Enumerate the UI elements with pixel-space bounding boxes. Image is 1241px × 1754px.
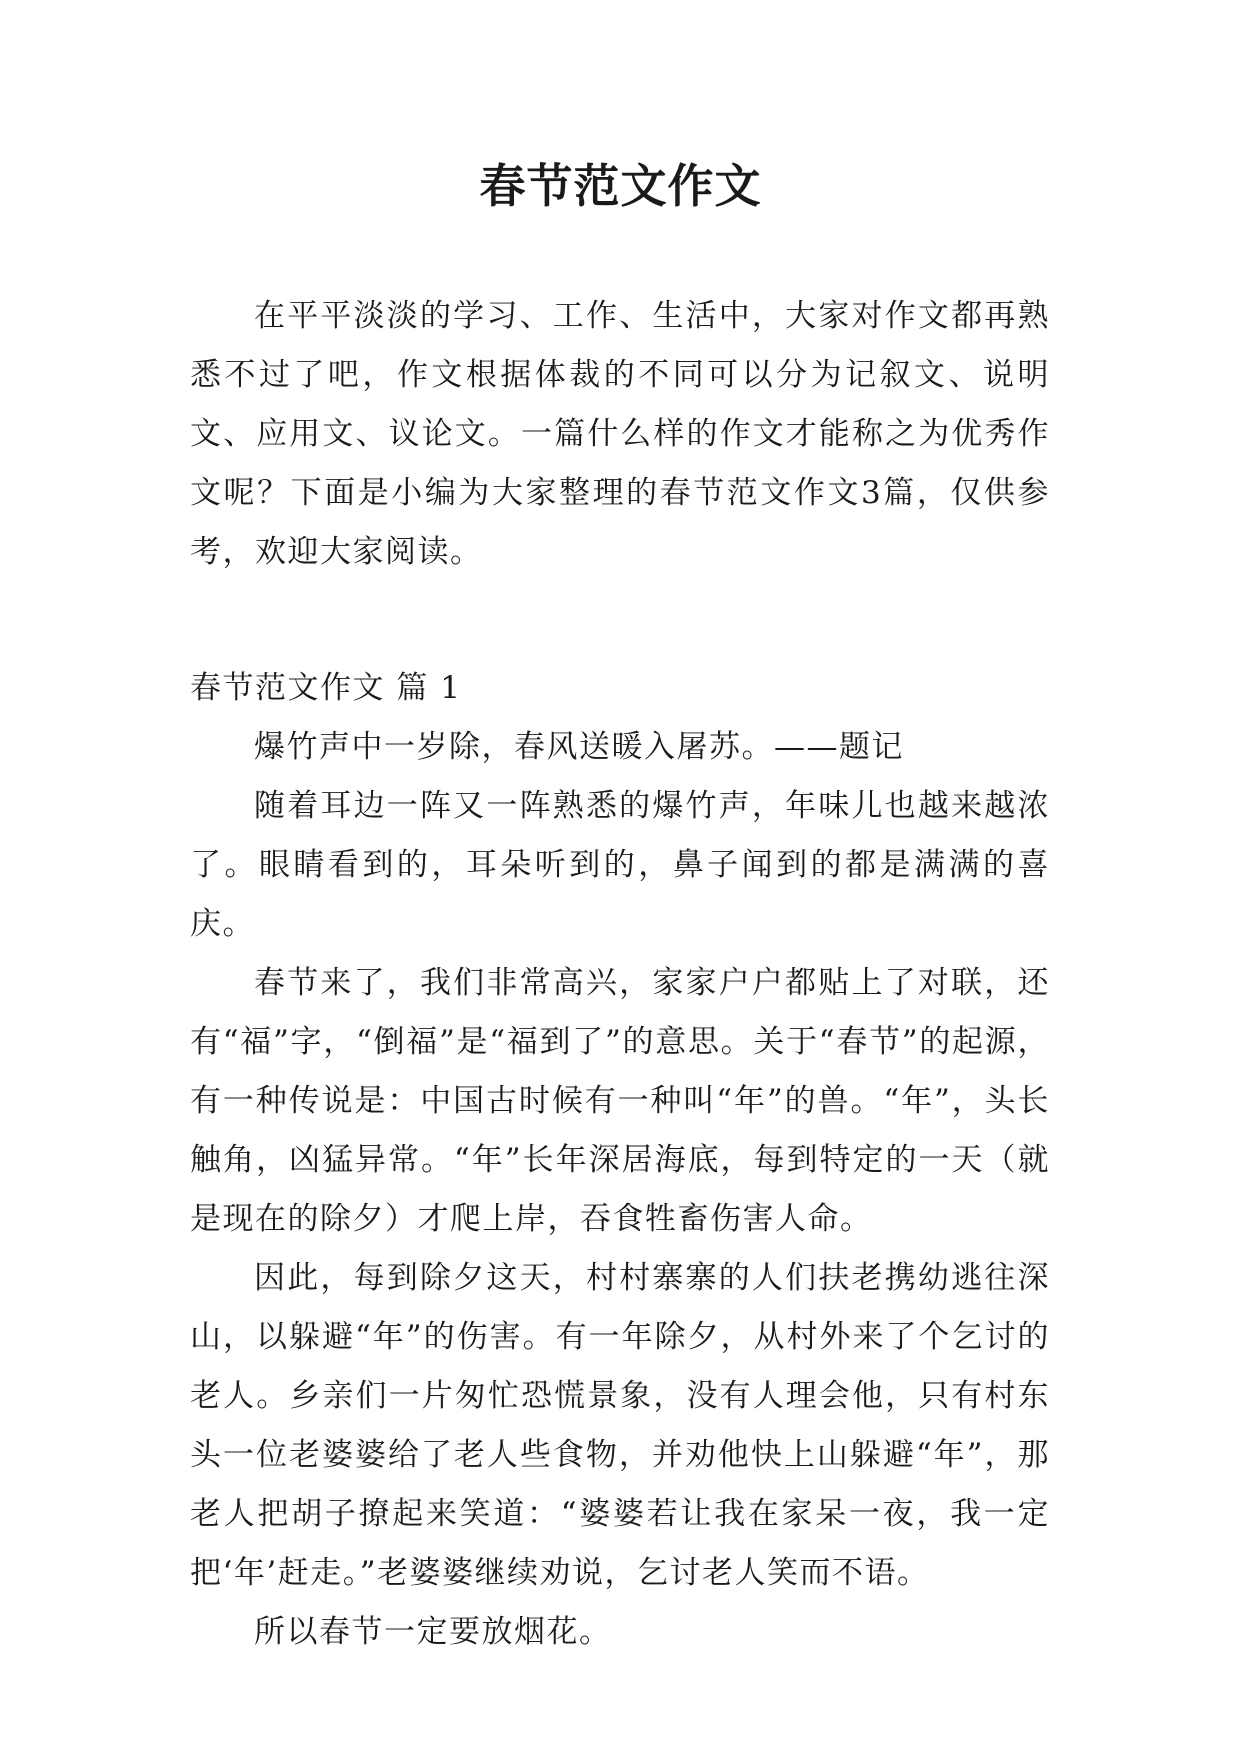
body-paragraph: 春节来了，我们非常高兴，家家户户都贴上了对联，还有“福”字，“倒福”是“福到了”的意思。关于“春节”的起源，有一种传说是：中国古时候有一种叫“年”的兽。“年”，头长触角，凶猛异常。“年”长年深居海底，每到特定的一天（就是现在的除夕）才爬上岸，吞食牲畜伤害人命。: [190, 965, 1050, 1237]
body-paragraph: 因此，每到除夕这天，村村寨寨的人们扶老携幼逃往深山，以躲避“年”的伤害。有一年除夕，从村外来了个乞讨的老人。乡亲们一片匆忙恐慌景象，没有人理会他，只有村东头一位老婆婆给了老人些食物，并劝他快上山躲避“年”，那老人把胡子撩起来笑道：“婆婆若让我在家呆一夜，我一定把‘年’赶走。”老婆婆继续劝说，乞讨老人笑而不语。: [190, 1260, 1050, 1591]
document-title: 春节范文作文: [479, 159, 762, 213]
body-paragraph: 随着耳边一阵又一阵熟悉的爆竹声，年味儿也越来越浓了。眼睛看到的，耳朵听到的，鼻子闻到的都是满满的喜庆。: [190, 788, 1050, 942]
intro-paragraph: 在平平淡淡的学习、工作、生活中，大家对作文都再熟悉不过了吧，作文根据体裁的不同可以分为记叙文、说明文、应用文、议论文。一篇什么样的作文才能称之为优秀作文呢？下面是小编为大家整理的春节范文作文3篇，仅供参考，欢迎大家阅读。: [190, 298, 1050, 570]
epigraph-paragraph: 爆竹声中一岁除，春风送暖入屠苏。——题记: [254, 729, 904, 765]
body-paragraph: 所以春节一定要放烟花。: [254, 1614, 612, 1650]
section-heading: 春节范文作文 篇 1: [190, 670, 462, 706]
document-body: [190, 287, 1050, 1662]
